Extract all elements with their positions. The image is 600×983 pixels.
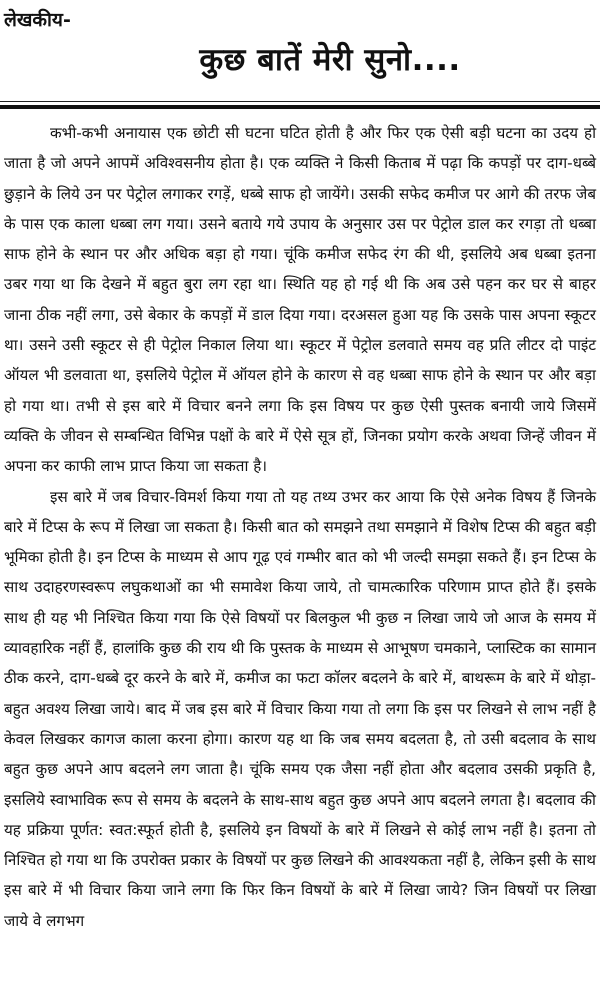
divider-thick	[0, 105, 600, 109]
page-title: कुछ बातें मेरी सुनो....	[199, 42, 461, 78]
divider-thin	[0, 101, 600, 102]
paragraph: कभी-कभी अनायास एक छोटी सी घटना घटित होती है और फिर एक ऐसी बड़ी घटना का उदय हो जाता है जो अपने आपमें अविश्वसनीय होता है। एक व्यक्ति ने किसी किताब में पढ़ा कि कपड़ों पर दाग-धब्बे छुड़ाने के लिये उन पर पेट्रोल लगाकर रगड़ें, धब्बे साफ हो जायेंगे। उसकी सफेद कमीज पर आगे की तरफ जेब के पास एक काला धब्बा लग गया। उसने बताये गये उपाय के अनुसार उस पर पेट्रोल डाल कर रगड़ा तो धब्बा साफ होने के स्थान पर और अधिक बड़ा हो गया। चूंकि कमीज सफेद रंग की थी, इसलिये अब धब्बा इतना उबर गया था कि देखने में बहुत बुरा लग रहा था। स्थिति यह हो गई थी कि अब उसे पहन कर घर से बाहर जाना ठीक नहीं लगा, उसे बेकार के कपड़ों में डाल दिया गया। दरअसल हुआ यह कि उसके पास अपना स्कूटर था। उसने उसी स्कूटर से ही पेट्रोल निकाल लिया था। स्कूटर में पेट्रोल डलवाते समय वह प्रति लीटर दो पाइंट ऑयल भी डलवाता था, इसलिये पेट्रोल में ऑयल होने के कारण से वह धब्बा साफ होने के स्थान पर और बड़ा हो गया था। तभी से इस बारे में विचार बनने लगा कि इस विषय पर कुछ ऐसी पुस्तक बनायी जाये जिसमें व्यक्ति के जीवन से सम्बन्धित विभिन्न पक्षों के बारे में ऐसे सूत्र हों, जिनका प्रयोग करके अथवा जिन्हें जीवन में अपना कर काफी लाभ प्राप्त किया जा सकता है।	[4, 124, 596, 476]
body-text	[4, 118, 596, 936]
section-kicker: लेखकीय-	[4, 9, 71, 31]
paragraph: इस बारे में जब विचार-विमर्श किया गया तो यह तथ्य उभर कर आया कि ऐसे अनेक विषय हैं जिनके बारे में टिप्स के रूप में लिखा जा सकता है। किसी बात को समझने तथा समझाने में विशेष टिप्स की बहुत बड़ी भूमिका होती है। इन टिप्स के माध्यम से आप गूढ़ एवं गम्भीर बात को भी जल्दी समझा सकते हैं। इन टिप्स के साथ उदाहरणस्वरूप लघुकथाओं का भी समावेश किया जाये, तो चामत्कारिक परिणाम प्राप्त होते हैं। इसके साथ ही यह भी निश्चित किया गया कि ऐसे विषयों पर बिलकुल भी कुछ न लिखा जाये जो आज के समय में व्यावहारिक नहीं हैं, हालांकि कुछ की राय थी कि पुस्तक के माध्यम से आभूषण चमकाने, प्लास्टिक का सामान ठीक करने, दाग-धब्बे दूर करने के बारे में, कमीज का फटा कॉलर बदलने के बारे में, बाथरूम के बारे में थोड़ा-बहुत अवश्य लिखा जाये। बाद में जब इस बारे में विचार किया गया तो लगा कि इस पर लिखने से लाभ नहीं है केवल लिखकर कागज काला करना होगा। कारण यह था कि जब समय बदलता है, तो उसी बदलाव के साथ बहुत कुछ अपने आप बदलने लग जाता है। चूंकि समय एक जैसा नहीं होता और बदलाव उसकी प्रकृति है, इसलिये स्वाभाविक रूप से समय के बदलने के साथ-साथ बहुत कुछ अपने आप बदलने लगता है। बदलाव की यह प्रक्रिया पूर्णत: स्वत:स्फूर्त होती है, इसलिये इन विषयों के बारे में लिखने से कोई लाभ नहीं है। इतना तो निश्चित हो गया था कि उपरोक्त प्रकार के विषयों पर कुछ लिखने की आवश्यकता नहीं है, लेकिन इसी के साथ इस बारे में भी विचार किया जाने लगा कि फिर किन विषयों के बारे में लिखा जाये? जिन विषयों पर लिखा जाये वे लगभग	[4, 487, 596, 930]
